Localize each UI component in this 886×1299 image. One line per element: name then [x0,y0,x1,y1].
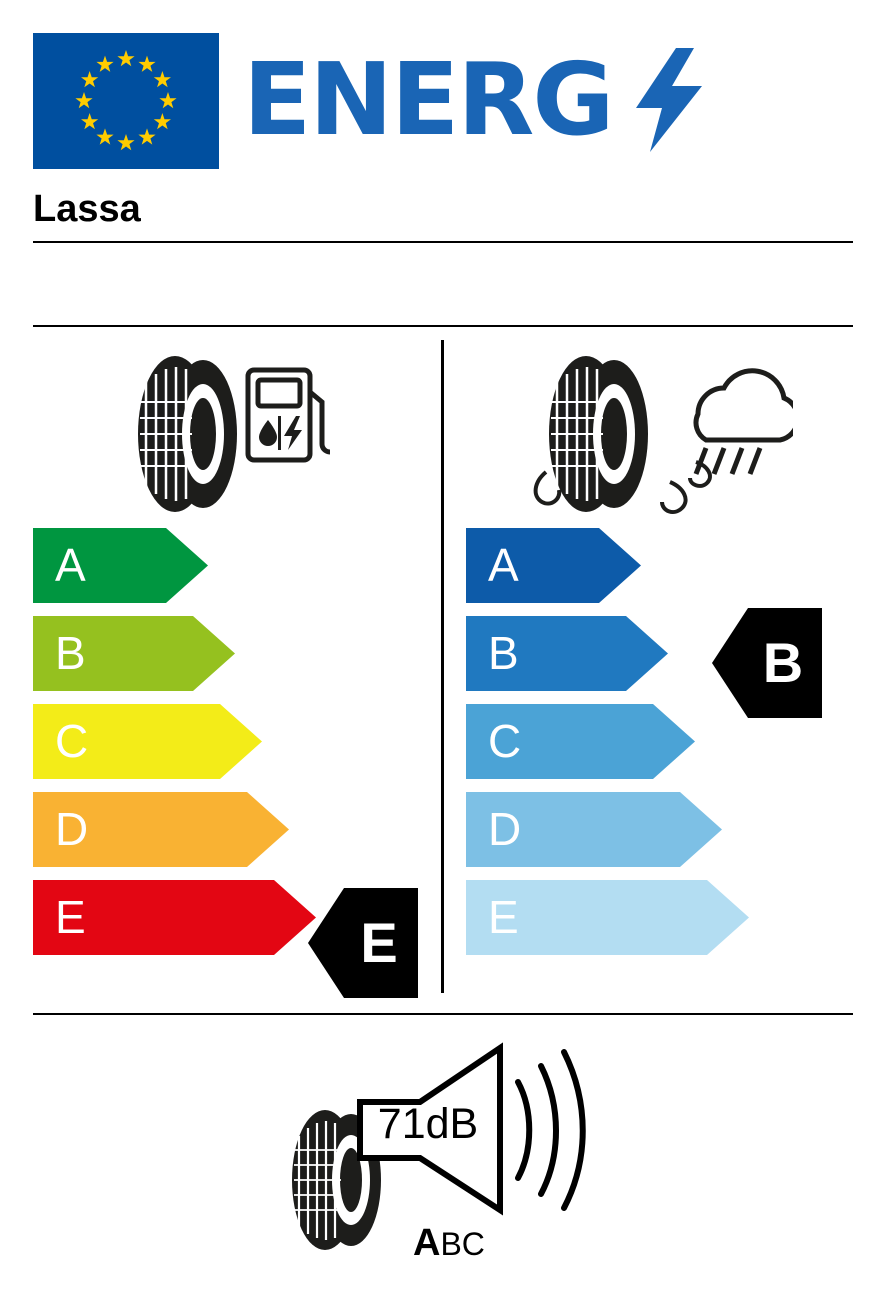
grade-letter: E [55,891,86,943]
fuel-efficiency-icon-group [120,352,330,512]
grade-letter: A [488,539,519,591]
grade-row [466,880,749,955]
grade-row [466,616,749,691]
fuel-efficiency-grade-scale [33,528,316,968]
energy-wordmark-text: ENERG [243,41,613,158]
eu-flag-stars [33,33,219,169]
fuel-drop-icon [259,416,302,450]
divider-vertical [441,340,444,993]
rain-cloud-icon [696,371,793,474]
grade-row [33,704,316,779]
tire-icon [549,356,648,512]
wet-grip-selected-grade [712,608,822,718]
selected-grade-letter: B [762,631,804,694]
grade-row [466,528,749,603]
divider-top-section [33,325,853,327]
wet-grip-icon-group [528,352,793,527]
brand-name: Lassa [33,188,141,230]
grade-row [466,704,749,779]
noise-class-a: A [413,1222,441,1264]
noise-value: 71dB [377,1100,479,1148]
grade-row [33,528,316,603]
grade-letter: C [55,715,89,767]
grade-row [33,792,316,867]
grade-letter: A [55,539,86,591]
grade-row [466,792,749,867]
grade-row [33,880,316,955]
divider-bottom-section [33,1013,853,1015]
divider-under-brand [33,241,853,243]
lightning-bolt-icon [636,48,702,152]
fuel-efficiency-selected-grade [308,888,418,998]
eu-flag [33,33,219,169]
grade-letter: B [488,627,519,679]
noise-class-c: C [461,1226,485,1262]
grade-letter: C [488,715,522,767]
sound-waves-icon [518,1052,583,1208]
grade-letter: B [55,627,86,679]
tire-icon [138,356,237,512]
noise-class-indicator [413,1222,485,1265]
grade-letter: E [488,891,519,943]
grade-letter: D [488,803,522,855]
grade-letter: D [55,803,89,855]
selected-grade-letter: E [360,911,398,974]
noise-class-b: B [440,1226,462,1262]
wet-grip-grade-scale [466,528,749,968]
grade-row [33,616,316,691]
